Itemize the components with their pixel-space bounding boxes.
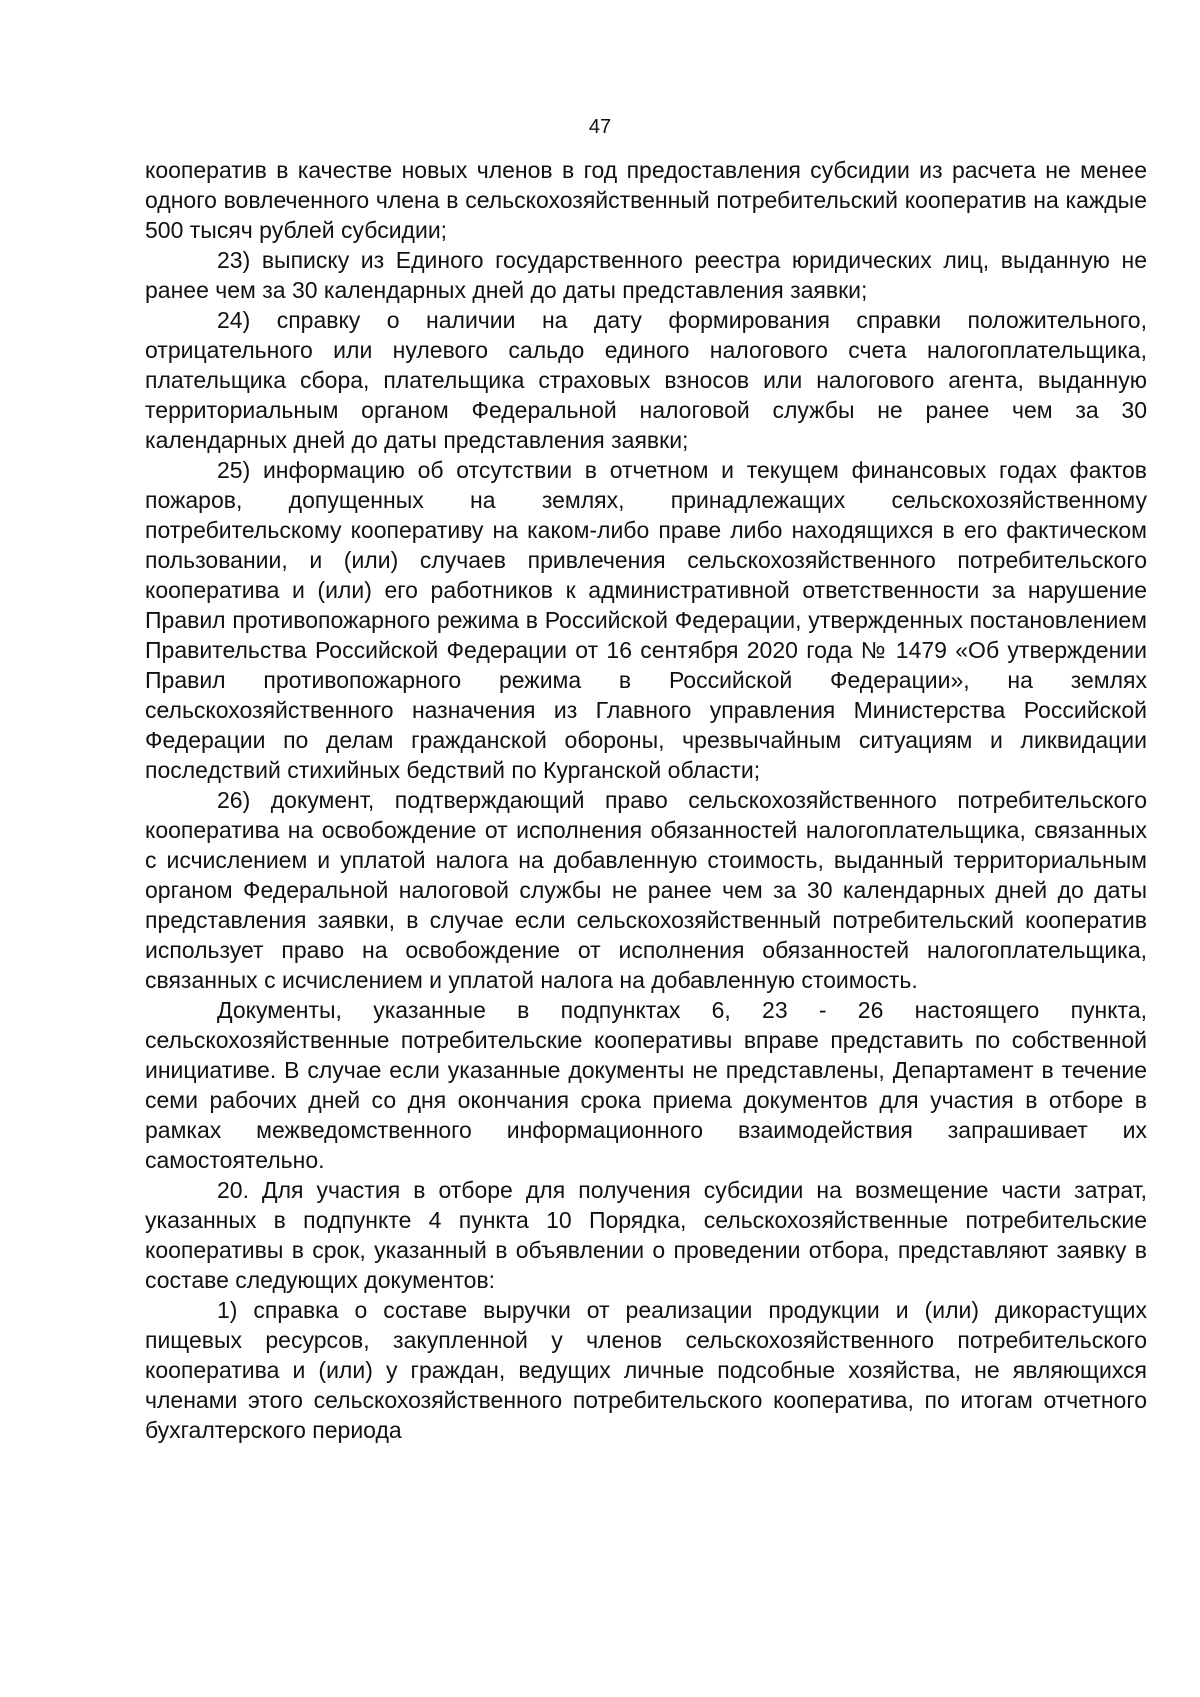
paragraph-item-23: 23) выписку из Единого государственного реестра юридических лиц, выданную не ранее чем за 30 календарных дней до даты представления заявки; [145,247,1147,303]
paragraph-item-25: 25) информацию об отсутствии в отчетном и текущем финансовых годах фактов пожаров, допущенных на землях, принадлежащих сельскохозяйственному потребительскому кооперативу на каком-либо праве либо находящихся в его фактическом пользовании, и (или) случаев привлечения сельскохозяйственного потребительского кооператива и (или) его работников к административной ответственности за нарушение Правил противопожарного режима в Российской Федерации, утвержденных постановлением Правительства Российской Федерации от 16 сентября 2020 года № 1479 «Об утверждении Правил противопожарного режима в Российской Федерации», на землях сельскохозяйственного назначения из Главного управления Министерства Российской Федерации по делам гражданской обороны, чрезвычайным ситуациям и ликвидации последствий стихийных бедствий по Курганской области; [145,457,1147,783]
paragraph-continuation: кооператив в качестве новых членов в год предоставления субсидии из расчета не менее одного вовлеченного члена в сельскохозяйственный потребительский кооператив на каждые 500 тысяч рублей субсидии; [145,157,1147,243]
page-number: 47 [588,116,612,138]
paragraph-item-1: 1) справка о составе выручки от реализации продукции и (или) дикорастущих пищевых ресурсов, закупленной у членов сельскохозяйственного потребительского кооператива и (или) у граждан, ведущих личные подсобные хозяйства, не являющихся членами этого сельскохозяйственного потребительского кооператива, по итогам отчетного бухгалтерского периода [145,1297,1147,1443]
paragraph-item-24: 24) справку о наличии на дату формирования справки положительного, отрицательного или нулевого сальдо единого налогового счета налогоплательщика, плательщика сбора, плательщика страховых взносов или налогового агента, выданную территориальным органом Федеральной налоговой службы не ранее чем за 30 календарных дней до даты представления заявки; [145,307,1147,453]
paragraph-item-26: 26) документ, подтверждающий право сельскохозяйственного потребительского кооператива на освобождение от исполнения обязанностей налогоплательщика, связанных с исчислением и уплатой налога на добавленную стоимость, выданный территориальным органом Федеральной налоговой службы не ранее чем за 30 календарных дней до даты представления заявки, в случае если сельскохозяйственный потребительский кооператив использует право на освобождение от исполнения обязанностей налогоплательщика, связанных с исчислением и уплатой налога на добавленную стоимость. [145,787,1147,993]
document-body [145,155,1147,1445]
paragraph-clause-20: 20. Для участия в отборе для получения субсидии на возмещение части затрат, указанных в подпункте 4 пункта 10 Порядка, сельскохозяйственные потребительские кооперативы в срок, указанный в объявлении о проведении отбора, представляют заявку в составе следующих документов: [145,1177,1147,1293]
paragraph-documents-note: Документы, указанные в подпунктах 6, 23 - 26 настоящего пункта, сельскохозяйственные потребительские кооперативы вправе представить по собственной инициативе. В случае если указанные документы не представлены, Департамент в течение семи рабочих дней со дня окончания срока приема документов для участия в отборе в рамках межведомственного информационного взаимодействия запрашивает их самостоятельно. [145,997,1147,1173]
